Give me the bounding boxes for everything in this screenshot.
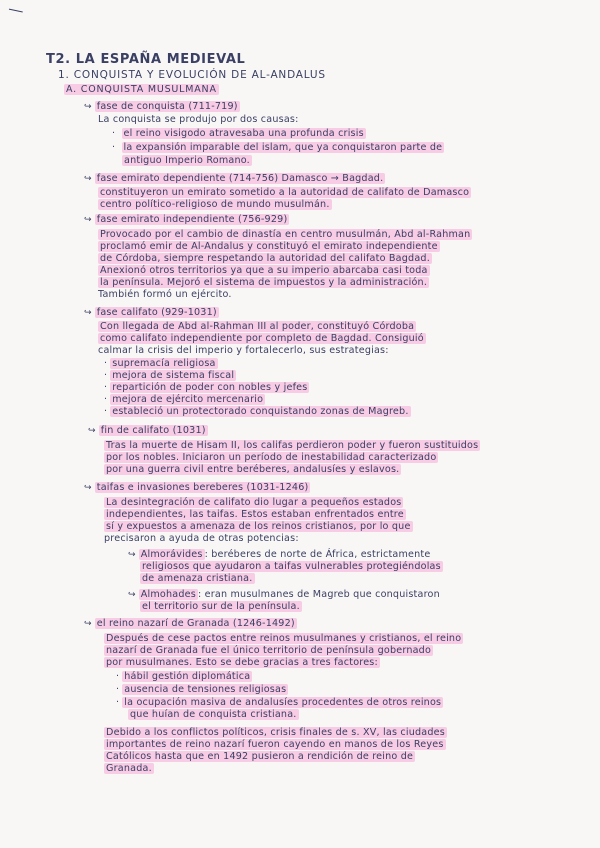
list-item-text: la expansión imparable del islam, que ya conquistaron parte de bbox=[123, 142, 443, 153]
phase-heading bbox=[88, 425, 208, 437]
paragraph-line-text: Provocado por el cambio de dinastía en centro musulmán, Abd al-Rahman bbox=[100, 229, 471, 240]
paragraph-line bbox=[104, 452, 438, 463]
arrow-icon: ↪ bbox=[128, 590, 136, 600]
definition-text: religiosos que ayudaron a taifas vulnerables protegiéndolas bbox=[142, 561, 441, 572]
definition-continued bbox=[140, 573, 255, 584]
paragraph-line-text: calmar la crisis del imperio y fortalecerlo, sus estrategias: bbox=[98, 345, 389, 356]
paragraph-line-text: Con llegada de Abd al-Rahman III al poder, constituyó Córdoba bbox=[100, 321, 415, 332]
paragraph-line bbox=[104, 521, 413, 532]
paragraph-line bbox=[98, 277, 429, 288]
paragraph-line bbox=[98, 253, 432, 264]
list-item-text: mejora de sistema fiscal bbox=[112, 370, 235, 381]
paragraph-line bbox=[98, 241, 440, 252]
paragraph-line bbox=[104, 763, 154, 774]
paragraph-line-text: importantes de reino nazarí fueron cayendo en manos de los Reyes bbox=[106, 739, 444, 750]
list-item bbox=[116, 697, 443, 708]
arrow-icon: ↪ bbox=[84, 308, 92, 318]
paragraph-line bbox=[98, 289, 232, 300]
paragraph-line-text: la península. Mejoró el sistema de impuestos y la administración. bbox=[100, 277, 428, 288]
paragraph-line bbox=[104, 509, 406, 520]
paragraph-line-text: sí y expuestos a amenaza de los reinos cristianos, por lo que bbox=[106, 521, 411, 532]
paragraph-line bbox=[104, 464, 401, 475]
phase-heading bbox=[84, 101, 240, 113]
paragraph-line-text: de Córdoba, siempre respetando la autoridad del califato Bagdad. bbox=[100, 253, 430, 264]
paragraph-line bbox=[104, 440, 480, 451]
list-item bbox=[104, 370, 236, 381]
arrow-icon: ↪ bbox=[128, 550, 136, 560]
list-item bbox=[104, 358, 218, 369]
paragraph-line bbox=[104, 727, 447, 738]
section-heading bbox=[58, 70, 326, 81]
phase-intro-text: La conquista se produjo por dos causas: bbox=[98, 114, 299, 125]
paragraph-line bbox=[104, 533, 299, 544]
paragraph-line bbox=[104, 497, 403, 508]
subsection-heading-text: A. CONQUISTA MUSULMANA bbox=[66, 84, 217, 95]
list-item-text: mejora de ejército mercenario bbox=[112, 394, 264, 405]
list-item bbox=[112, 142, 444, 153]
paragraph-line-text: constituyeron un emirato sometido a la autoridad de califato de Damasco bbox=[100, 187, 470, 198]
phase-heading-text: taifas e invasiones bereberes (1031-1246) bbox=[96, 482, 309, 493]
phase-heading bbox=[84, 173, 385, 185]
phase-heading-text: fin de califato (1031) bbox=[100, 425, 206, 436]
phase-heading-text: fase emirato dependiente (714-756) Damasco → Bagdad. bbox=[96, 173, 384, 184]
list-item-text: supremacía religiosa bbox=[112, 358, 216, 369]
phase-heading-text: fase califato (929-1031) bbox=[96, 307, 217, 318]
subsection-heading bbox=[64, 84, 219, 95]
list-item-text: el reino visigodo atravesaba una profunda crisis bbox=[123, 128, 364, 139]
list-item bbox=[112, 128, 366, 139]
list-item-text: hábil gestión diplomática bbox=[124, 671, 251, 682]
phase-heading bbox=[84, 482, 310, 494]
list-item bbox=[116, 671, 252, 682]
phase-heading bbox=[84, 618, 297, 630]
phase-heading bbox=[84, 307, 219, 319]
paragraph-line-text: Católicos hasta que en 1492 pusieron a rendición de reino de bbox=[106, 751, 414, 762]
definition-item bbox=[128, 589, 440, 601]
paragraph-line bbox=[98, 265, 430, 276]
list-item-text: la ocupación masiva de andalusíes procedentes de otros reinos bbox=[124, 697, 442, 708]
paragraph-line bbox=[104, 633, 463, 644]
list-item-continued bbox=[128, 709, 299, 720]
phase-heading-text: fase de conquista (711-719) bbox=[96, 101, 238, 112]
paragraph-line bbox=[98, 345, 389, 356]
paragraph-line-text: La desintegración de califato dio lugar a pequeños estados bbox=[106, 497, 402, 508]
phase-heading bbox=[84, 214, 289, 226]
paragraph-line-text: como califato independiente por completo de Bagdad. Consiguió bbox=[100, 333, 424, 344]
arrow-icon: ↪ bbox=[84, 102, 92, 112]
list-item-text: que huían de conquista cristiana. bbox=[130, 709, 297, 720]
list-item bbox=[104, 382, 309, 393]
definition-continued bbox=[140, 561, 443, 572]
page-title bbox=[46, 54, 245, 65]
paragraph-line-text: proclamó emir de Al-Andalus y constituyó el emirato independiente bbox=[100, 241, 438, 252]
paragraph-line-text: Anexionó otros territorios ya que a su imperio abarcaba casi toda bbox=[100, 265, 428, 276]
list-item-text: estableció un protectorado conquistando zonas de Magreb. bbox=[112, 406, 409, 417]
definition-text: : eran musulmanes de Magreb que conquistaron bbox=[197, 589, 440, 600]
paragraph-line bbox=[98, 229, 472, 240]
arrow-icon: ↪ bbox=[84, 483, 92, 493]
definition-label: Almohades bbox=[140, 589, 196, 600]
paragraph-line-text: por una guerra civil entre beréberes, andalusíes y eslavos. bbox=[106, 464, 400, 475]
arrow-icon: ↪ bbox=[84, 619, 92, 629]
paragraph-line-text: También formó un ejército. bbox=[98, 289, 232, 300]
paragraph-line bbox=[104, 739, 446, 750]
arrow-icon: ↪ bbox=[84, 215, 92, 225]
list-item-text: antiguo Imperio Romano. bbox=[124, 155, 250, 166]
arrow-icon: ↪ bbox=[88, 426, 96, 436]
page-title-text: T2. LA ESPAÑA MEDIEVAL bbox=[46, 52, 246, 67]
paragraph-line-text: Después de cese pactos entre reinos musulmanes y cristianos, el reino bbox=[106, 633, 462, 644]
paragraph-line-text: Debido a los conflictos políticos, crisis finales de s. XV, las ciudades bbox=[106, 727, 445, 738]
corner-mark bbox=[7, 9, 23, 21]
paragraph-line-text: por musulmanes. Esto se debe gracias a tres factores: bbox=[106, 657, 378, 668]
section-heading-text: 1. CONQUISTA Y EVOLUCIÓN DE AL-ANDALUS bbox=[58, 69, 326, 81]
definition-label: Almorávides bbox=[140, 549, 203, 560]
paragraph-line-text: precisaron a ayuda de otras potencias: bbox=[104, 533, 299, 544]
paragraph-line bbox=[98, 333, 426, 344]
list-item bbox=[104, 394, 265, 405]
phase-intro bbox=[98, 114, 299, 125]
list-item-text: repartición de poder con nobles y jefes bbox=[112, 382, 308, 393]
paragraph-line-text: centro político-religioso de mundo musulmán. bbox=[100, 199, 330, 210]
paragraph-line bbox=[104, 657, 380, 668]
paragraph-line-text: Tras la muerte de Hisam II, los califas perdieron poder y fueron sustituidos bbox=[106, 440, 479, 451]
list-item-continued bbox=[122, 155, 252, 166]
paragraph-line bbox=[98, 187, 471, 198]
definition-text: de amenaza cristiana. bbox=[142, 573, 253, 584]
definition-text: el territorio sur de la península. bbox=[142, 601, 300, 612]
arrow-icon: ↪ bbox=[84, 174, 92, 184]
paragraph-line bbox=[98, 321, 416, 332]
paragraph-line-text: independientes, las taifas. Estos estaban enfrentados entre bbox=[106, 509, 404, 520]
list-item bbox=[104, 406, 411, 417]
definition-item bbox=[128, 549, 430, 561]
list-item bbox=[116, 684, 288, 695]
paragraph-line-text: Granada. bbox=[106, 763, 152, 774]
definition-continued bbox=[140, 601, 302, 612]
phase-heading-text: el reino nazarí de Granada (1246-1492) bbox=[96, 618, 295, 629]
paragraph-line bbox=[104, 645, 433, 656]
phase-heading-text: fase emirato independiente (756-929) bbox=[96, 214, 288, 225]
paragraph-line bbox=[104, 751, 415, 762]
list-item-text: ausencia de tensiones religiosas bbox=[124, 684, 287, 695]
paragraph-line-text: por los nobles. Iniciaron un período de inestabilidad caracterizado bbox=[106, 452, 437, 463]
paragraph-line-text: nazarí de Granada fue el único territorio de península gobernado bbox=[106, 645, 432, 656]
paragraph-line bbox=[98, 199, 332, 210]
definition-text: : beréberes de norte de África, estrictamente bbox=[204, 549, 431, 560]
